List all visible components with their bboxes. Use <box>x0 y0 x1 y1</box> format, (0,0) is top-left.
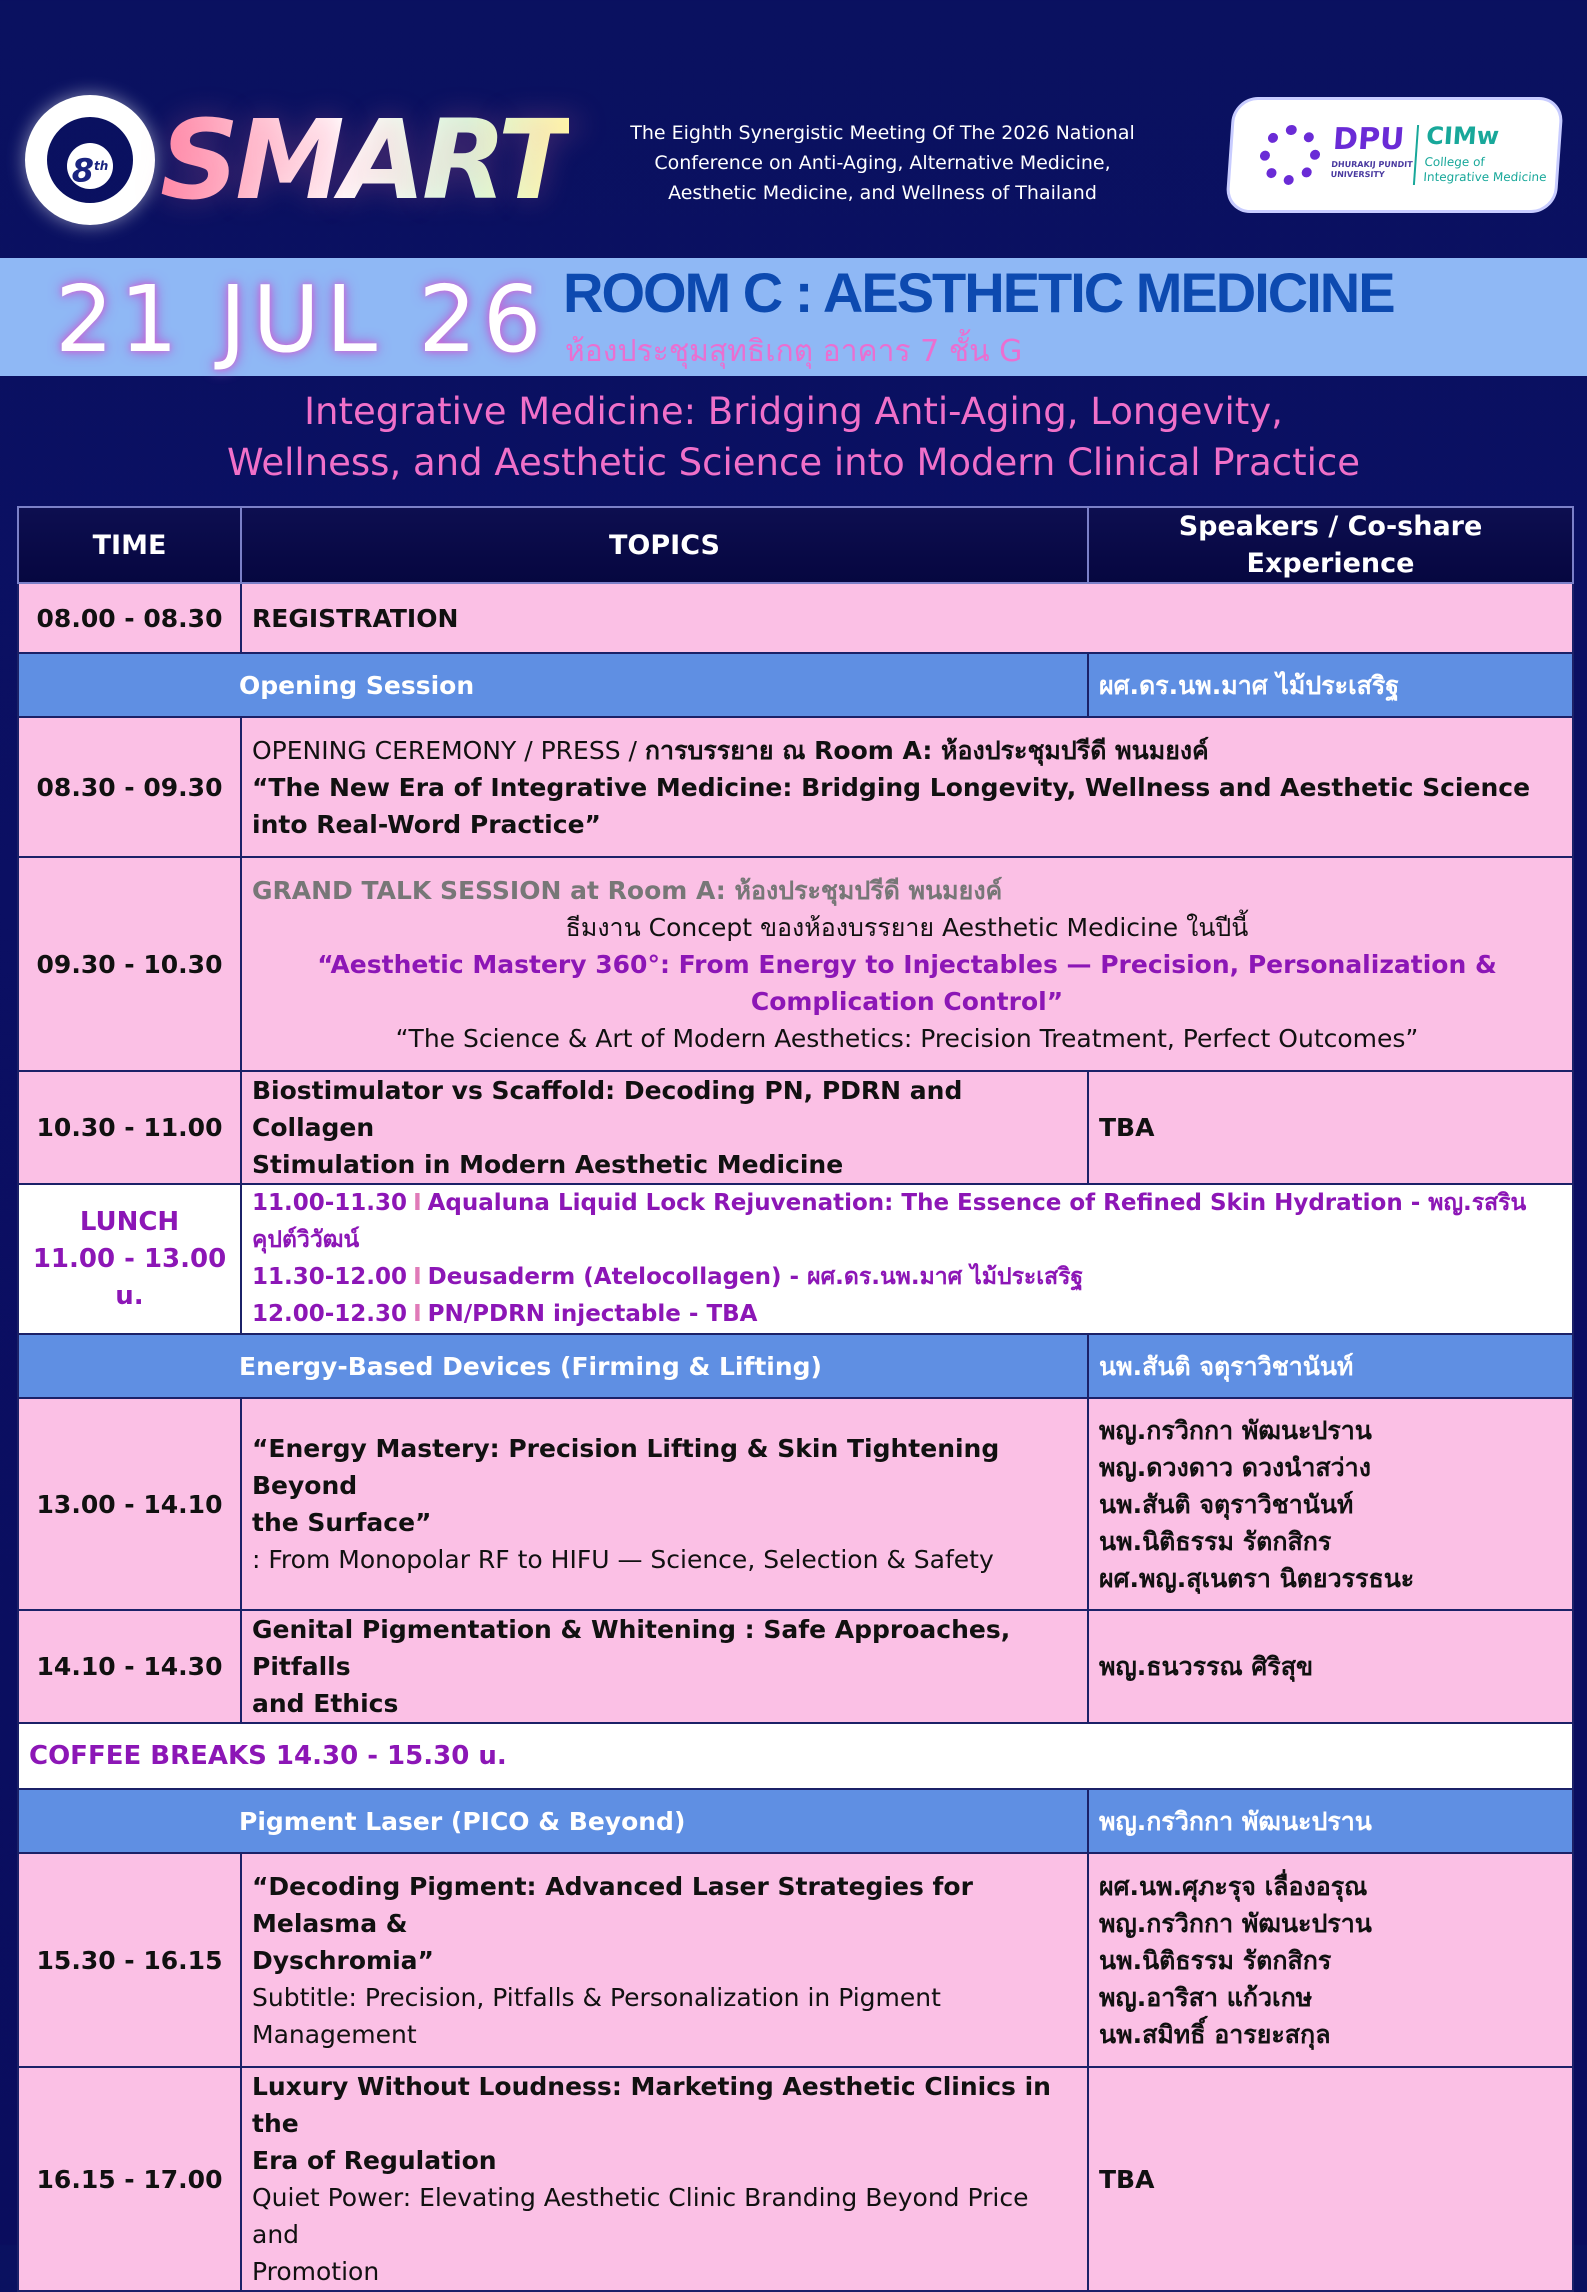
row-speaker: TBA <box>1088 1071 1573 1184</box>
row-speaker: พญ.ธนวรรณ ศิริสุข <box>1088 1610 1573 1723</box>
coffee-break: COFFEE BREAKS 14.30 - 15.30 u. <box>18 1723 1573 1789</box>
speaker-name: นพ.นิติธรรม รัตกสิกร <box>1099 1945 1332 1975</box>
topic-room: การบรรยาย ณ Room A: ห้องประชุมปรีดี พนมยงค์ <box>644 735 1209 765</box>
row-speakers <box>1088 1398 1573 1610</box>
event-date: 21 JUL 26 <box>55 266 548 373</box>
lunch-time: LUNCH 11.00 - 13.00 u. <box>18 1184 241 1334</box>
row-topic: REGISTRATION <box>241 583 1573 653</box>
session-title: Pigment Laser (PICO & Beyond) <box>18 1789 1088 1853</box>
grand-talk-title: “Aesthetic Mastery 360°: From Energy to Injectables — Precision, Personalization & <box>317 949 1497 979</box>
header-topics: TOPICS <box>241 507 1088 583</box>
session-moderator: นพ.สันติ จตุราวิชานันท์ <box>1088 1334 1573 1398</box>
speaker-name: พญ.ดวงดาว ดวงนำสว่าง <box>1099 1452 1371 1482</box>
speaker-name: ผศ.พญ.สุเนตรา นิตยวรรธนะ <box>1099 1563 1415 1593</box>
coffee-row <box>18 1723 1573 1789</box>
room-location: ห้องประชุมสุทธิเกตุ อาคาร 7 ชั้น G <box>565 334 1023 369</box>
dpu-flower-icon <box>1258 125 1322 185</box>
row-time: 14.10 - 14.30 <box>18 1610 241 1723</box>
row-topic: “Energy Mastery: Precision Lifting & Skin Tightening Beyond the Surface” : From Monopolar RF to HIFU — Science, Selection & Safety <box>241 1398 1088 1610</box>
logo-word: SMART <box>160 96 569 224</box>
cimw-name: CIMw <box>1425 122 1500 150</box>
row-time: 10.30 - 11.00 <box>18 1071 241 1184</box>
conference-line: The Eighth Synergistic Meeting Of The 2026 National <box>630 122 1135 144</box>
speaker-name: นพ.สันติ จตุราวิชานันท์ <box>1099 1489 1354 1519</box>
row-time: 08.30 - 09.30 <box>18 717 241 857</box>
speaker-name: พญ.กรวิกกา พัฒนะปราน <box>1099 1908 1372 1938</box>
row-time: 15.30 - 16.15 <box>18 1853 241 2067</box>
dpu-cimw-logo <box>1228 100 1561 210</box>
row-topic: Biostimulator vs Scaffold: Decoding PN, PDRN and Collagen Stimulation in Modern Aesthetic Medicine <box>241 1071 1088 1184</box>
header-time: TIME <box>18 507 241 583</box>
row-time: 16.15 - 17.00 <box>18 2067 241 2291</box>
speaker-name: ผศ.นพ.ศุภะรุจ เลื่องอรุณ <box>1099 1871 1368 1901</box>
lunch-list <box>241 1184 1573 1334</box>
topic-prefix: OPENING CEREMONY / PRESS / <box>252 735 645 765</box>
row-topic: Genital Pigmentation & Whitening : Safe Approaches, Pitfalls and Ethics <box>241 1610 1088 1723</box>
session-row <box>18 653 1573 717</box>
row-topic <box>241 717 1573 857</box>
session-row <box>18 1789 1573 1853</box>
row-speakers <box>1088 1853 1573 2067</box>
smart-logo <box>25 95 569 235</box>
table-row <box>18 857 1573 1071</box>
session-title: Opening Session <box>18 653 1088 717</box>
grand-talk-title: Complication Control” <box>750 986 1064 1016</box>
lunch-item: 11.30-12.00 I Deusaderm (Atelocollagen) - ผศ.ดร.นพ.มาศ ไม้ประเสริฐ <box>252 1264 1084 1290</box>
session-row <box>18 1334 1573 1398</box>
speaker-name: พญ.อาริสา แก้วเกษ <box>1099 1982 1313 2012</box>
table-row <box>18 2067 1573 2291</box>
speaker-name: นพ.นิติธรรม รัตกสิกร <box>1099 1526 1332 1556</box>
table-row <box>18 1398 1573 1610</box>
room-title: ROOM C : AESTHETIC MEDICINE <box>563 261 1394 324</box>
conference-line: Conference on Anti-Aging, Alternative Medicine, <box>654 152 1111 174</box>
logo-number: 8th <box>67 143 113 189</box>
logo-divider <box>1413 125 1419 185</box>
theme-title <box>0 386 1587 488</box>
session-moderator: ผศ.ดร.นพ.มาศ ไม้ประเสริฐ <box>1088 653 1573 717</box>
conference-title <box>585 118 1180 208</box>
lunch-item: 12.00-12.30 I PN/PDRN injectable - TBA <box>252 1301 758 1327</box>
row-time: 09.30 - 10.30 <box>18 857 241 1071</box>
speaker-name: พญ.กรวิกกา พัฒนะปราน <box>1099 1415 1372 1445</box>
conference-line: Aesthetic Medicine, and Wellness of Thailand <box>668 182 1097 204</box>
table-row <box>18 717 1573 857</box>
row-time: 13.00 - 14.10 <box>18 1398 241 1610</box>
row-topic <box>241 857 1573 1071</box>
table-header-row <box>18 507 1573 583</box>
table-row <box>18 583 1573 653</box>
logo-ring-icon <box>25 95 155 225</box>
row-topic: “Decoding Pigment: Advanced Laser Strategies for Melasma & Dyschromia” Subtitle: Precision, Pitfalls & Personalization in Pigment Management <box>241 1853 1088 2067</box>
table-row <box>18 1853 1573 2067</box>
theme-line: Wellness, and Aesthetic Science into Modern Clinical Practice <box>226 441 1361 484</box>
grand-talk-label: GRAND TALK SESSION at Room A: ห้องประชุมปรีดี พนมยงค์ <box>252 875 1003 905</box>
lunch-row <box>18 1184 1573 1334</box>
dpu-subtitle: DHURAKIJ PUNDIT UNIVERSITY <box>1330 160 1413 179</box>
row-speaker: TBA <box>1088 2067 1573 2291</box>
session-title: Energy-Based Devices (Firming & Lifting) <box>18 1334 1088 1398</box>
row-time: 08.00 - 08.30 <box>18 583 241 653</box>
session-moderator: พญ.กรวิกกา พัฒนะปราน <box>1088 1789 1573 1853</box>
date-band <box>0 258 1587 376</box>
table-row <box>18 1071 1573 1184</box>
header-speakers: Speakers / Co-share Experience <box>1088 507 1573 583</box>
schedule-table <box>17 506 1574 2292</box>
dpu-name: DPU <box>1331 122 1406 157</box>
table-row <box>18 1610 1573 1723</box>
grand-talk-subtitle: “The Science & Art of Modern Aesthetics: Precision Treatment, Perfect Outcomes” <box>395 1023 1419 1053</box>
theme-line: Integrative Medicine: Bridging Anti-Aging, Longevity, <box>304 390 1283 433</box>
cimw-subtitle: College of Integrative Medicine <box>1422 155 1548 184</box>
header <box>0 0 1587 258</box>
grand-talk-concept: ธีมงาน Concept ของห้องบรรยาย Aesthetic Medicine ในปีนี้ <box>565 912 1249 942</box>
row-topic: Luxury Without Loudness: Marketing Aesthetic Clinics in the Era of Regulation Quiet Power: Elevating Aesthetic Clinic Branding Beyond Price and Promotion <box>241 2067 1088 2291</box>
speaker-name: นพ.สมิทธิ์ อารยะสกุล <box>1099 2019 1331 2049</box>
lunch-item: 11.00-11.30 I Aqualuna Liquid Lock Rejuvenation: The Essence of Refined Skin Hydration - พญ.รสริน คุปต์วิวัฒน์ <box>252 1190 1527 1253</box>
topic-title: “The New Era of Integrative Medicine: Bridging Longevity, Wellness and Aesthetic Science into Real-Word Practice” <box>252 772 1531 839</box>
